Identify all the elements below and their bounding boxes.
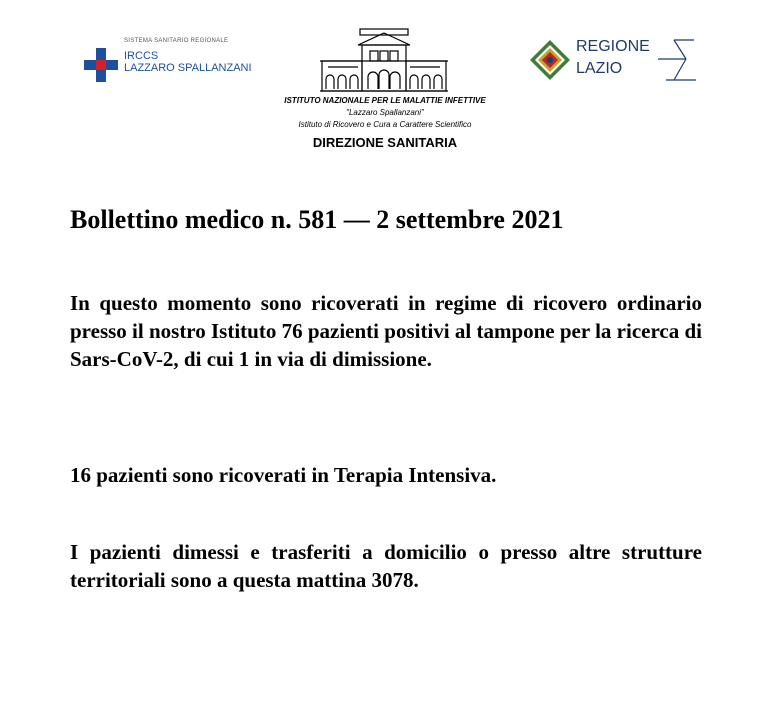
logo-lines-icon	[658, 38, 698, 82]
bulletin-paragraph-intensive-care: 16 pazienti sono ricoverati in Terapia Intensiva.	[70, 463, 497, 487]
bulletin-paragraph-hospitalized: In questo momento sono ricoverati in regime di ricovero ordinario presso il nostro Istituto 76 pazienti positivi al tampone per la ricerca di Sars-CoV-2, di cui 1 in via di dimissione.	[70, 291, 702, 371]
irccs-spallanzani-logo	[84, 38, 284, 83]
institute-name: ISTITUTO NAZIONALE PER LE MALATTIE INFETTIVE	[284, 96, 486, 105]
bulletin-title: Bollettino medico n. 581 — 2 settembre 2021	[70, 205, 564, 234]
lazio-text: LAZIO	[576, 60, 623, 77]
building-icon	[318, 27, 450, 93]
institute-description: Istituto di Ricovero e Cura a Carattere Scientifico	[298, 120, 472, 129]
regione-lazio-emblem-icon	[528, 38, 572, 82]
regione-lazio-logo	[528, 36, 698, 84]
regione-text: REGIONE	[576, 38, 650, 55]
institute-subname: "Lazzaro Spallanzani"	[346, 108, 424, 117]
logo-name-text: LAZZARO SPALLANZANI	[124, 62, 252, 74]
logo-irccs-text: IRCCS	[124, 50, 159, 62]
department-name: DIREZIONE SANITARIA	[312, 135, 458, 150]
logo-caption: SISTEMA SANITARIO REGIONALE	[124, 38, 229, 44]
red-cross-icon	[84, 48, 118, 82]
letterhead	[0, 0, 767, 160]
bulletin-paragraph-discharged: I pazienti dimessi e trasferiti a domicilio o presso altre strutture territoriali sono a questa mattina 3078.	[70, 540, 702, 592]
